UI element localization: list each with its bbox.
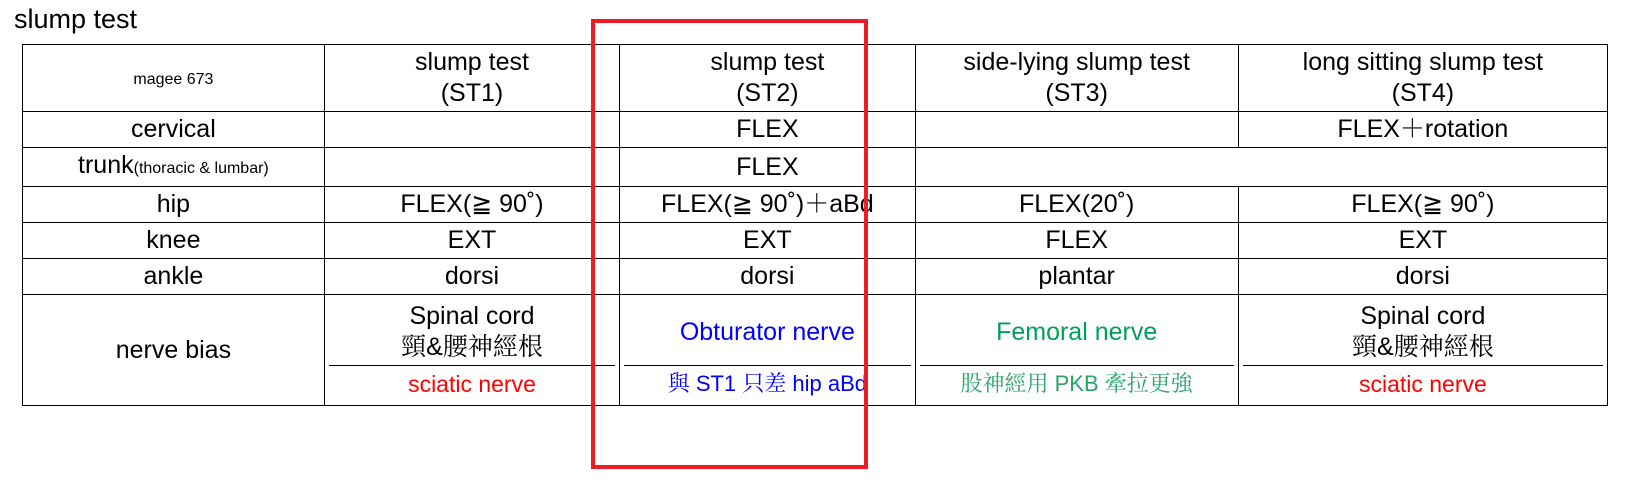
- cell-trunk-st3-st4: [915, 148, 1607, 187]
- slump-test-table: [22, 44, 1608, 406]
- nerve-primary-st4: [1243, 297, 1603, 365]
- slump-test-table-wrapper: [22, 44, 1608, 406]
- row-label-text: ankle: [143, 262, 204, 290]
- cell-ankle-st3: plantar: [915, 259, 1238, 295]
- cell-nerve-st4: [1238, 295, 1607, 406]
- row-label-text: trunk: [78, 151, 134, 179]
- row-label-text: knee: [146, 226, 201, 254]
- cell-knee-st3: FLEX: [915, 223, 1238, 259]
- column-header-st3-line2: (ST3): [1045, 79, 1108, 107]
- column-header-st2-line1: slump test: [710, 48, 825, 76]
- table-row-nerve-bias: [23, 295, 1608, 406]
- column-header-st1-line2: (ST1): [440, 79, 504, 107]
- row-label-nerve-bias: [23, 295, 325, 406]
- column-header-st1-line1: slump test: [415, 48, 529, 76]
- cell-knee-st2: EXT: [620, 223, 915, 259]
- table-row: [23, 259, 1608, 295]
- nerve-primary-st4-line1: Spinal cord: [1360, 302, 1486, 330]
- row-label-text: hip: [156, 190, 191, 218]
- table-row: [23, 223, 1608, 259]
- cell-ankle-st2: dorsi: [620, 259, 915, 295]
- cell-hip-st4: FLEX(≧ 90˚): [1238, 187, 1607, 223]
- nerve-note-st1: sciatic nerve: [329, 365, 615, 403]
- source-reference: magee 673: [133, 71, 214, 88]
- nerve-primary-st1-line2: 頸&腰神經根: [401, 333, 543, 361]
- cell-cervical-st2: FLEX: [620, 112, 915, 148]
- nerve-primary-st2: Obturator nerve: [679, 317, 855, 346]
- cell-hip-st1: FLEX(≧ 90˚): [324, 187, 619, 223]
- cell-ankle-st1: dorsi: [324, 259, 619, 295]
- table-corner-label: [23, 45, 325, 112]
- column-header-st2: [620, 45, 915, 112]
- cell-hip-st2: FLEX(≧ 90˚)＋aBd: [620, 187, 915, 223]
- row-label-trunk: [23, 148, 325, 187]
- cell-trunk-st1: [324, 148, 619, 187]
- nerve-note-st4: sciatic nerve: [1243, 365, 1603, 403]
- column-header-st3: [915, 45, 1238, 112]
- column-header-st4-line1: long sitting slump test: [1302, 48, 1544, 76]
- cell-knee-st4: EXT: [1238, 223, 1607, 259]
- cell-cervical-st4: FLEX＋rotation: [1238, 112, 1607, 148]
- row-label-ankle: [23, 259, 325, 295]
- row-label-text: nerve bias: [115, 335, 232, 364]
- nerve-primary-st1-line1: Spinal cord: [409, 302, 535, 330]
- column-header-st3-line1: side-lying slump test: [963, 48, 1190, 76]
- table-row: [23, 148, 1608, 187]
- table-row: [23, 187, 1608, 223]
- column-header-st1: [324, 45, 619, 112]
- column-header-st4: [1238, 45, 1607, 112]
- cell-ankle-st4: dorsi: [1238, 259, 1607, 295]
- row-label-hip: [23, 187, 325, 223]
- page-title: slump test: [14, 4, 138, 34]
- row-label-subtext: (thoracic & lumbar): [133, 160, 269, 177]
- row-label-text: cervical: [131, 115, 216, 143]
- cell-nerve-st1: [324, 295, 619, 406]
- row-label-knee: [23, 223, 325, 259]
- cell-nerve-st3: [915, 295, 1238, 406]
- table-header-row: [23, 45, 1608, 112]
- nerve-primary-st1: [329, 297, 615, 365]
- table-row: [23, 112, 1608, 148]
- nerve-primary-st4-line2: 頸&腰神經根: [1352, 333, 1494, 361]
- nerve-note-st2: 與 ST1 只差 hip aBd: [624, 365, 910, 403]
- nerve-primary-st3: Femoral nerve: [996, 317, 1158, 346]
- cell-nerve-st2: [620, 295, 915, 406]
- column-header-st4-line2: (ST4): [1391, 79, 1455, 107]
- cell-knee-st1: EXT: [324, 223, 619, 259]
- cell-cervical-st3: [915, 112, 1238, 148]
- cell-hip-st3: FLEX(20˚): [915, 187, 1238, 223]
- column-header-st2-line2: (ST2): [736, 79, 799, 107]
- cell-trunk-st2: FLEX: [620, 148, 915, 187]
- row-label-cervical: [23, 112, 325, 148]
- nerve-note-st3: 股神經用 PKB 牽拉更強: [920, 365, 1234, 403]
- cell-cervical-st1: [324, 112, 619, 148]
